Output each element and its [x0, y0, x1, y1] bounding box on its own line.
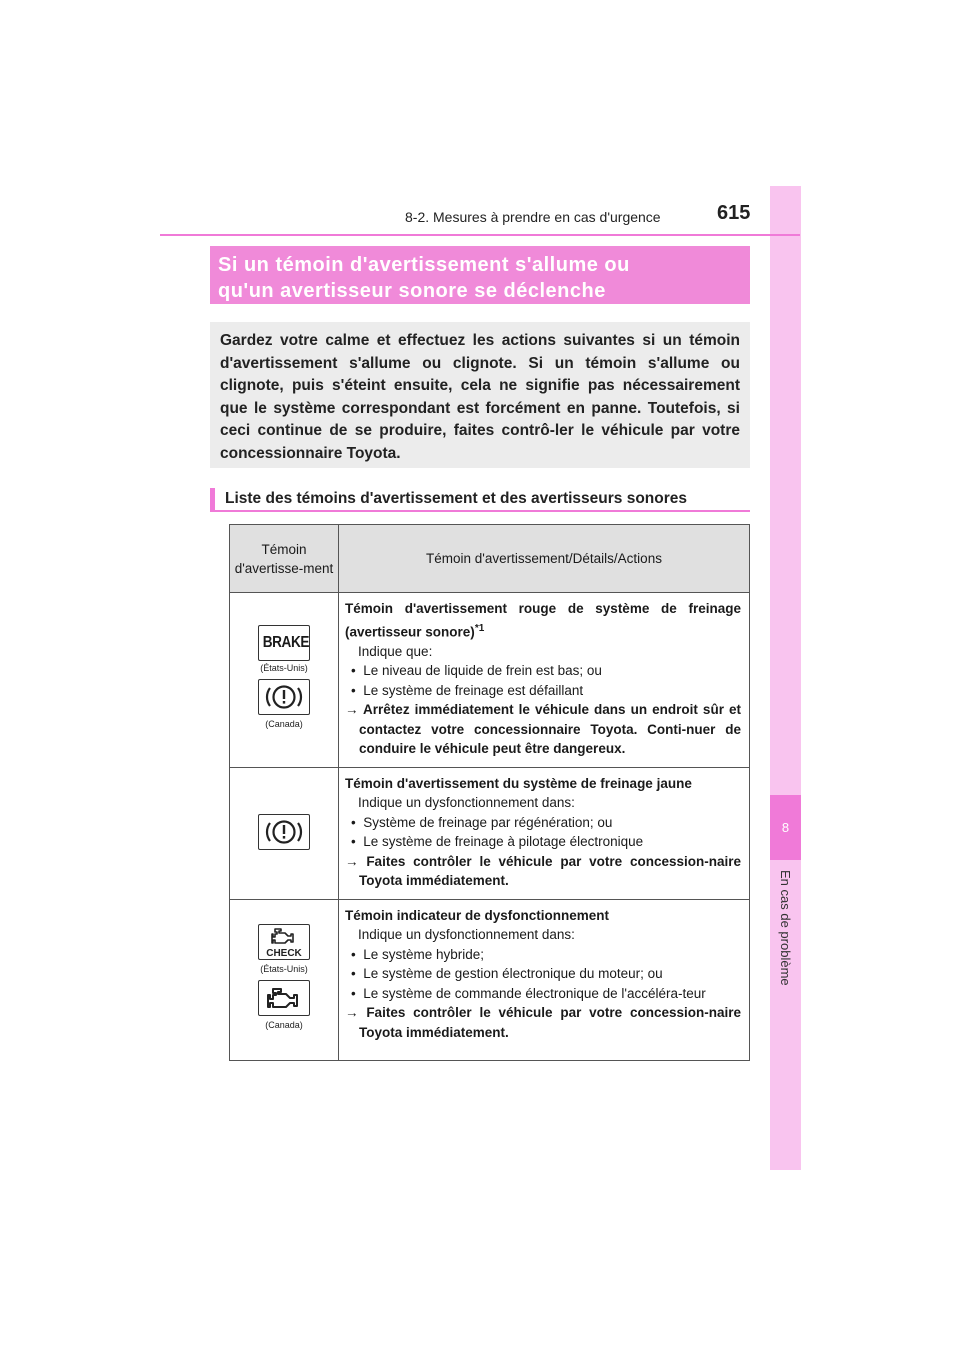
- brake-warning-icon: BRAKE: [258, 625, 310, 661]
- section-title-line-2: qu'un avertisseur sonore se déclenche: [218, 280, 606, 302]
- brake-circle-warning-icon: [258, 814, 310, 850]
- section-title: [210, 246, 750, 304]
- icon-cell: [230, 899, 339, 1060]
- svg-text:CHECK: CHECK: [266, 947, 302, 959]
- detail-cell: [339, 593, 750, 768]
- warning-title: Témoin d'avertissement rouge de système de freinage (avertisseur sonore)$^{*1}$: [345, 601, 741, 639]
- intro-text: Gardez votre calme et effectuez les actions suivantes si un témoin d'avertissement s'allume ou clignote. Si un témoin s'allume ou clignote, puis s'éteint ensuite, cela ne signifie pas nécessairement que le système correspondant est forcément en panne. Toutefois, si ceci continue de se produire, faites contrô-ler le véhicule par votre concessionnaire Toyota.: [220, 332, 740, 462]
- icon-region-label: (Canada): [265, 718, 303, 729]
- warning-intro: Indique un dysfonctionnement dans:: [358, 927, 575, 942]
- section-title-line-1: Si un témoin d'avertissement s'allume ou: [218, 254, 630, 276]
- list-item: • Le système de freinage est défaillant: [351, 682, 584, 698]
- detail-cell: [339, 767, 750, 899]
- table-header-details: Témoin d'avertissement/Détails/Actions: [339, 525, 750, 593]
- list-item: • Le système de commande électronique de l'accéléra-teur: [351, 985, 706, 1001]
- list-item: • Système de freinage par régénération; ou: [351, 814, 613, 830]
- page-number: 615: [717, 202, 751, 224]
- table-row: [230, 767, 750, 899]
- warning-title: Témoin d'avertissement du système de freinage jaune: [345, 775, 692, 791]
- chapter-label-wrap: [778, 870, 794, 986]
- table-header-icon: Témoin d'avertisse-ment: [230, 525, 339, 593]
- list-item: • Le système hybride;: [351, 946, 485, 962]
- icon-region-label: (Canada): [265, 1019, 303, 1030]
- brake-circle-warning-icon: [258, 679, 310, 715]
- warning-title: Témoin indicateur de dysfonctionnement: [345, 907, 610, 923]
- table-row: [230, 593, 750, 768]
- running-header: 8-2. Mesures à prendre en cas d'urgence: [405, 209, 661, 225]
- intro-box: [210, 322, 750, 468]
- list-item: • Le système de gestion électronique du moteur; ou: [351, 966, 663, 981]
- chapter-number-tab: 8: [770, 795, 801, 860]
- engine-icon: [258, 980, 310, 1016]
- warning-action: → Faites contrôler le véhicule par votre concession-naire Toyota immédiatement.: [345, 853, 741, 888]
- list-item: • Le système de freinage à pilotage électronique: [351, 834, 644, 849]
- warning-light-table: [229, 524, 750, 1061]
- list-item: • Le niveau de liquide de frein est bas; ou: [351, 663, 602, 678]
- warning-intro: Indique que:: [358, 643, 433, 659]
- detail-cell: [339, 899, 750, 1060]
- table-header-row: [230, 525, 750, 593]
- icon-region-label: (États-Unis): [260, 662, 308, 673]
- chapter-side-strip: [770, 186, 801, 1170]
- check-engine-icon: [258, 924, 310, 960]
- warning-action: → Faites contrôler le véhicule par votre concession-naire Toyota immédiatement.: [345, 1005, 741, 1040]
- footnote-marker: *1: [474, 622, 485, 634]
- header-rule: [160, 234, 800, 236]
- chapter-label: En cas de problème: [778, 870, 793, 986]
- icon-cell: [230, 767, 339, 899]
- subsection-title: Liste des témoins d'avertissement et des avertisseurs sonores: [210, 488, 750, 512]
- warning-intro: Indique un dysfonctionnement dans:: [358, 795, 575, 810]
- table-row: [230, 899, 750, 1060]
- icon-region-label: (États-Unis): [260, 963, 308, 974]
- warning-action: → Arrêtez immédiatement le véhicule dans un endroit sûr et contactez votre concessionnaire Toyota. Conti-nuer de conduire le véhicule peut être dangereux.: [345, 702, 741, 756]
- icon-cell: [230, 593, 339, 768]
